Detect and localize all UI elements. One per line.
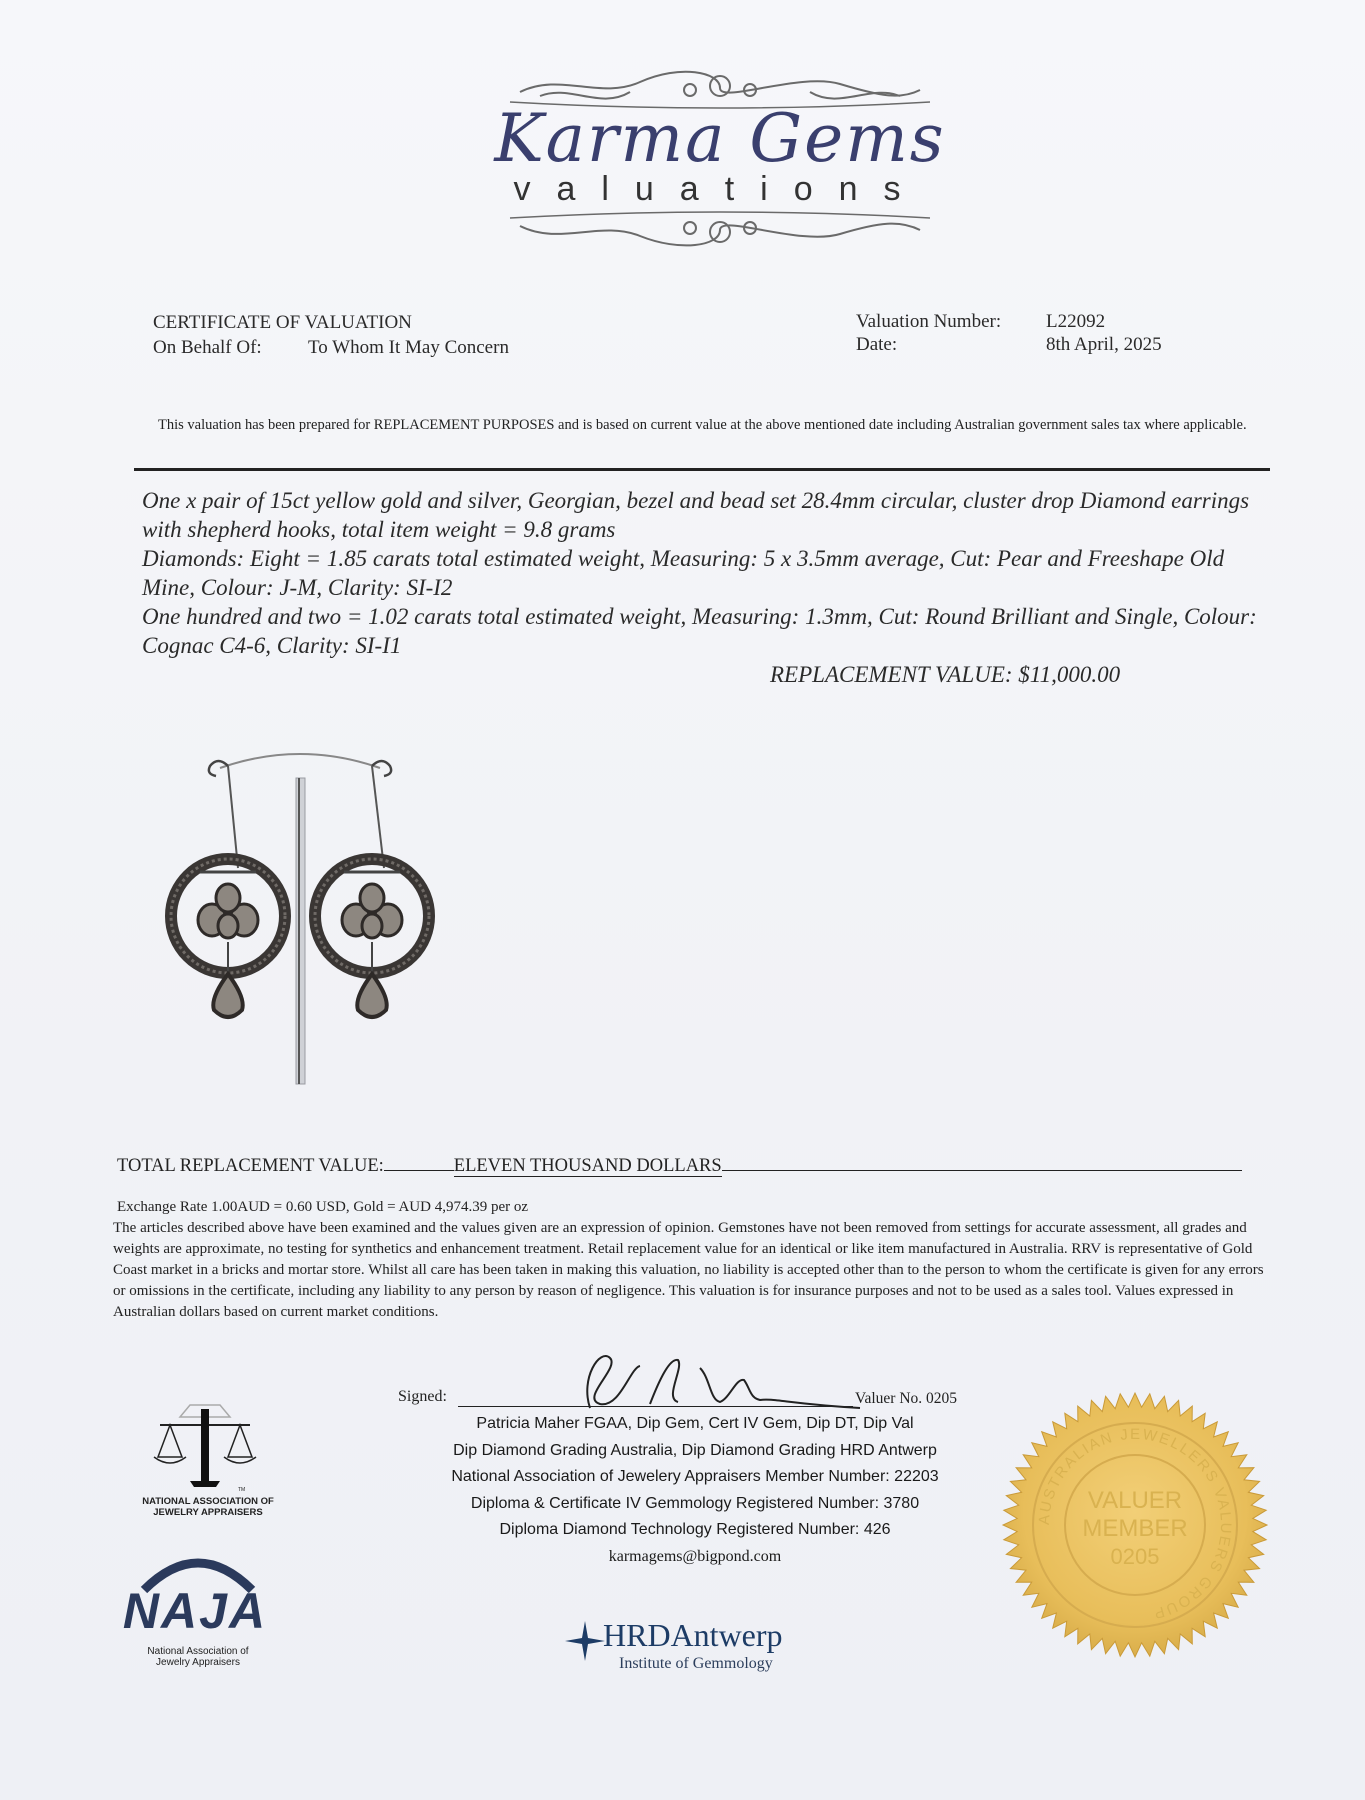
- scales-of-justice-icon: [150, 1395, 260, 1495]
- hrd-name: HRDAntwerp: [603, 1617, 783, 1653]
- naja-caption-line: JEWELRY APPRAISERS: [153, 1507, 263, 1518]
- valuer-credentials: [380, 1411, 1010, 1570]
- credential-line: Dip Diamond Grading Australia, Dip Diamond Grading HRD Antwerp: [453, 1441, 937, 1459]
- total-replacement-line: [117, 1152, 1242, 1177]
- valuation-number-label: Valuation Number:: [856, 311, 1002, 332]
- purpose-statement: This valuation has been prepared for REPLACEMENT PURPOSES and is based on current value at the above mentioned date including Australian government sales tax where applicable.: [158, 417, 1247, 433]
- naja-caption: [128, 1496, 288, 1518]
- valuer-number: Valuer No. 0205: [855, 1390, 958, 1407]
- naja-wordmark: NAJA: [122, 1583, 268, 1639]
- total-words: ELEVEN THOUSAND DOLLARS: [453, 1156, 722, 1176]
- hrd-subtitle: Institute of Gemmology: [619, 1655, 773, 1672]
- on-behalf-value: To Whom It May Concern: [308, 337, 509, 358]
- star-icon: [565, 1621, 605, 1661]
- certificate-title: CERTIFICATE OF VALUATION: [153, 312, 412, 333]
- item-summary: One x pair of 15ct yellow gold and silver, Georgian, bezel and bead set 28.4mm circular, cluster drop Diamond earrings with shepherd hooks, total item weight = 9.8 grams: [142, 488, 1250, 542]
- total-blank-left: [384, 1152, 454, 1171]
- credential-line: Diploma & Certificate IV Gemmology Registered Number: 3780: [470, 1494, 920, 1512]
- date-label: Date:: [856, 334, 898, 355]
- seal-center-line: 0205: [1110, 1544, 1160, 1569]
- handwritten-signature-icon: [560, 1338, 880, 1418]
- naja-small-line: Jewelry Appraisers: [156, 1657, 240, 1668]
- naja-tm: TM: [238, 1487, 246, 1493]
- credential-line: National Association of Jewelery Appraisers Member Number: 22203: [451, 1468, 939, 1485]
- on-behalf-label: On Behalf Of:: [153, 337, 262, 358]
- seal-center-line: VALUER: [1087, 1487, 1183, 1514]
- total-label: TOTAL REPLACEMENT VALUE:: [117, 1156, 384, 1176]
- replacement-value: REPLACEMENT VALUE: $11,000.00: [770, 662, 1121, 687]
- seal-ring-text: AUSTRALIAN JEWELLERS VALUERS GROUP: [1035, 1425, 1235, 1623]
- logo-script-text: Karma Gems: [494, 100, 946, 177]
- earrings-photo: [150, 748, 450, 1088]
- total-blank-right: [722, 1152, 1242, 1171]
- hrd-antwerp-logo: [565, 1615, 865, 1685]
- gold-seal-icon: [1000, 1390, 1270, 1660]
- contact-email: karmagems@bigpond.com: [608, 1547, 782, 1565]
- credential-line: Patricia Maher FGAA, Dip Gem, Cert IV Gem, Dip DT, Dip Val: [476, 1415, 914, 1432]
- item-description: [142, 486, 1277, 660]
- valuation-number-value: L22092: [1046, 311, 1106, 332]
- date-value: 8th April, 2025: [1046, 334, 1162, 355]
- diamonds-round: One hundred and two = 1.02 carats total estimated weight, Measuring: 1.3mm, Cut: Round Brilliant and Single, Colour: Cognac C4-6, Clarity: SI-I1: [142, 604, 1257, 658]
- logo-subtitle: valuations: [513, 170, 927, 208]
- exchange-rate: Exchange Rate 1.00AUD = 0.60 USD, Gold = AUD 4,974.39 per oz: [117, 1199, 529, 1215]
- disclaimer-text: The articles described above have been examined and the values given are an expression of opinion. Gemstones have not been removed from settings for accurate assessment, all grades and weights are approximate, no testing for synthetics and enhancement treatment. Retail replacement value for an identical or like item manufactured in Australia. RRV is representative of Gold Coast market in a bricks and mortar store. Whilst all care has been taken in making this valuation, no liability is accepted other than to the person to whom the certificate is given for any errors or omissions in the certificate, including any liability to any person by reason of negligence. This valuation is for insurance purposes and not to be used as a sales tool. Values expressed in Australian dollars based on current market conditions.: [113, 1220, 1264, 1320]
- naja-small-line: National Association of: [147, 1646, 249, 1657]
- seal-center-line: MEMBER: [1082, 1515, 1188, 1542]
- header-divider: [134, 468, 1270, 471]
- naja-small-caption: [128, 1646, 268, 1668]
- naja-caption-line: NATIONAL ASSOCIATION OF: [142, 1496, 274, 1507]
- signed-label: Signed:: [398, 1388, 447, 1405]
- diamonds-pear: Diamonds: Eight = 1.85 carats total estimated weight, Measuring: 5 x 3.5mm average, Cut: Pear and Freeshape Old Mine, Colour: J-M, Clarity: SI-I2: [142, 546, 1225, 600]
- credential-line: Diploma Diamond Technology Registered Number: 426: [499, 1521, 891, 1538]
